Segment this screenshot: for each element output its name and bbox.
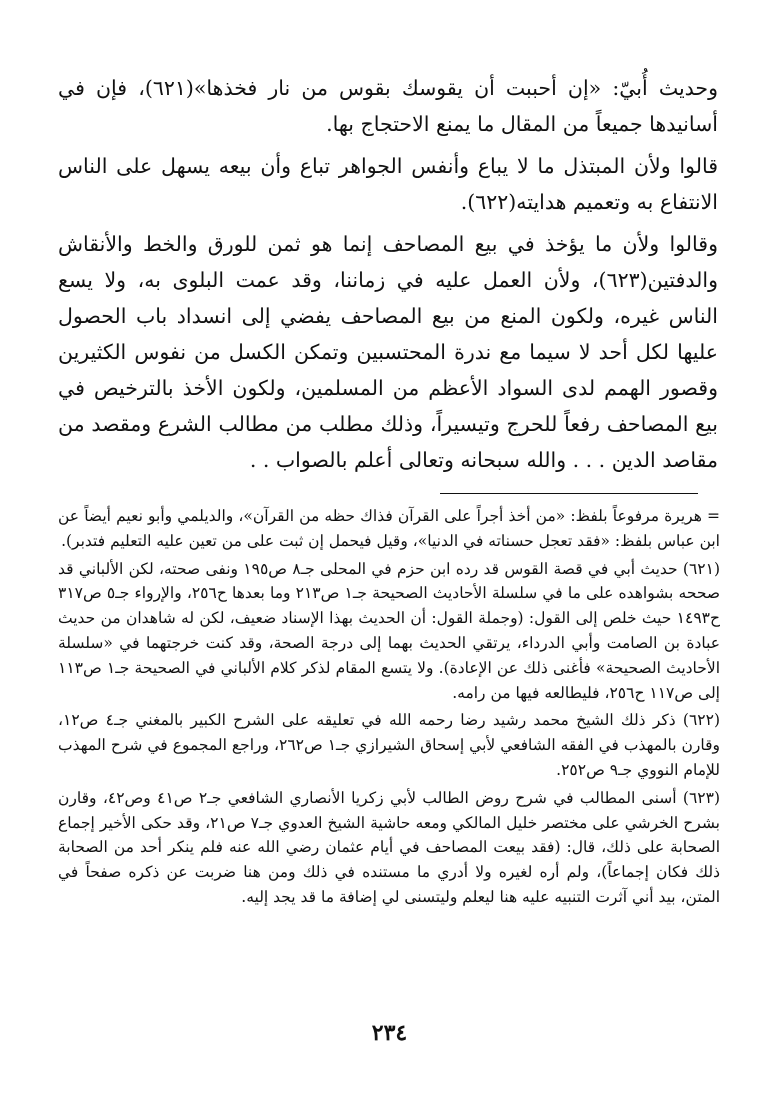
page-number: ٢٣٤	[371, 1020, 408, 1046]
footnote: (٦٢١) حديث أبي في قصة القوس قد رده ابن حزم في المحلى جـ٨ ص١٩٥ ونفى صحته، لكن الألباني قد صححه بشواهده على ما في سلسلة الأحاديث الصحيحة جـ١ ص٢١٣ وما بعدها ح٢٥٦، والإرواء جـ٥ ص٣١٧ ح١٤٩٣ حيث خلص إلى القول: (وجملة القول: أن الحديث بهذا الإسناد ضعيف، لكن له شاهدان من حديث عبادة بن الصامت وأبي الدرداء، يرتقي الحديث بهما إلى درجة الصحة، وقد كنت خرجتهما في «سلسلة الأحاديث الصحيحة» فأغنى ذلك عن الإعادة). ولا يتسع المقام لذكر كلام الألباني في الصحيحة جـ١ ص١١٣ إلى ص١١٧ ح٢٥٦، فليطالعه فيها من رامه.	[58, 559, 721, 702]
footnote-separator	[440, 493, 698, 494]
footnote: = هريرة مرفوعاً بلفظ: «من أخذ أجراً على القرآن فذاك حظه من القرآن»، والديلمي وأبو نعيم أيضاً عن ابن عباس بلفظ: «فقد تعجل حسناته في الدنيا»، وقيل فيحمل إن ثبت على من تعين عليه التعليم فتدبر).	[58, 507, 720, 550]
paragraph: وقالوا ولأن ما يؤخذ في بيع المصاحف إنما هو ثمن للورق والخط والأنقاش والدفتين(٦٢٣)، ولأن العمل عليه في زماننا، وقد عمت البلوى به، ولا يسع الناس غيره، ولكون المنع من بيع المصاحف يفضي إلى انسداد باب الحصول عليها لكل أحد لا سيما مع ندرة المحتسبين وتمكن الكسل من نفوس الكثيرين وقصور الهمم لدى السواد الأعظم من المسلمين، ولكون الأخذ بالترخيص في بيع المصاحف رفعاً للحرج وتيسيراً، وذلك مطلب من مطالب الشرع ومقصد من مقاصد الدين . . . والله سبحانه وتعالى أعلم بالصواب . .	[58, 232, 718, 472]
footnote: (٦٢٢) ذكر ذلك الشيخ محمد رشيد رضا رحمه الله في تعليقه على الشرح الكبير بالمغني جـ٤ ص١٢، وقارن بالمهذب في الفقه الشافعي لأبي إسحاق الشيرازي جـ١ ص٢٦٢، وراجع المجموع في شرح المهذب للإمام النووي جـ٩ ص٢٥٢.	[58, 711, 721, 779]
main-text	[58, 70, 718, 484]
paragraph: وحديث أُبيّ: «إن أحببت أن يقوسك بقوس من نار فخذها»(٦٢١)، فإن في أسانيدها جميعاً من المقال ما يمنع الاحتجاج بها.	[58, 76, 718, 136]
footnotes	[58, 504, 720, 913]
paragraph: قالوا ولأن المبتذل ما لا يباع وأنفس الجواهر تباع وأن بيعه يسهل على الناس الانتفاع به وتعميم هدايته(٦٢٢).	[58, 154, 718, 214]
footnote: (٦٢٣) أسنى المطالب في شرح روض الطالب لأبي زكريا الأنصاري الشافعي جـ٢ ص٤١ وص٤٢، وقارن بشرح الخرشي على مختصر خليل المالكي ومعه حاشية الشيخ العدوي جـ٧ ص٢١، وقد حكى الأخير إجماع الصحابة على ذلك، قال: (فقد بيعت المصاحف في أيام عثمان رضي الله عنه فلم ينكر أحد من الصحابة ذلك فكان إجماعاً)، ولم أره لغيره ولا أدري ما مستنده في ذلك ومن هنا ضربت عن ذكره صفحاً في المتن، بيد أني آثرت التنبيه عليه هنا ليعلم وليتسنى لي إضافة ما قد يجد إليه.	[58, 788, 721, 906]
